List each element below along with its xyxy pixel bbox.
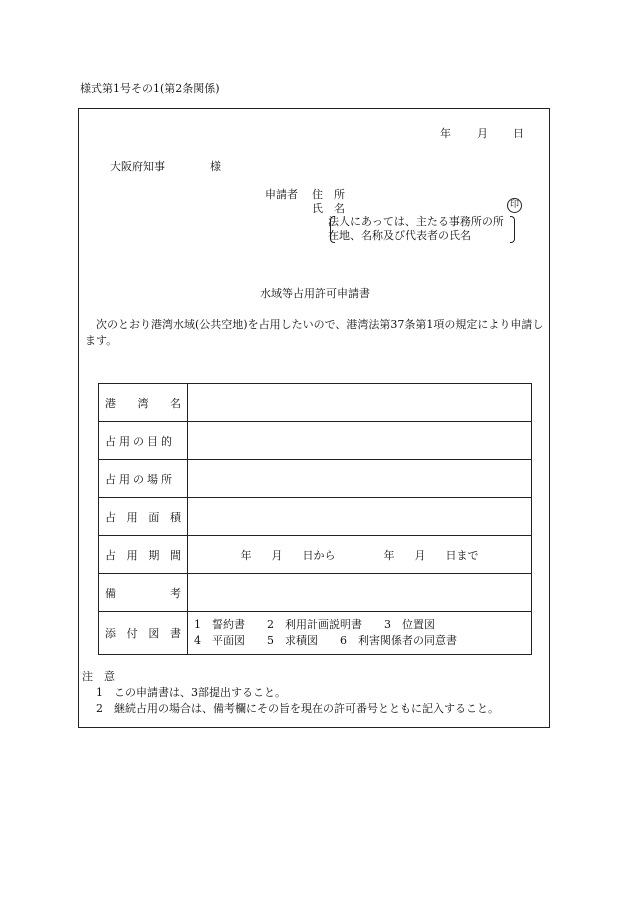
location-field[interactable] [188,460,532,498]
date-day: 日 [513,127,524,140]
form-id: 様式第1号その1(第2条関係) [80,82,220,95]
port-name-field[interactable] [188,384,532,422]
label-char: 湾 [137,396,149,410]
document-title: 水域等占用許可申請書 [260,287,370,300]
seal-mark: 印 [507,198,522,213]
address-label: 住 所 [312,188,345,201]
addressee-suffix: 様 [210,160,221,173]
table-row [99,612,532,655]
label-port-name [99,384,188,422]
period-to-day: 日まで [445,548,479,562]
table-row [99,536,532,574]
period-from-month: 月 [271,548,283,562]
label-char: 用 [126,548,138,562]
label-char: 図 [148,627,160,640]
attachments-field [188,612,532,655]
label-area [99,498,188,536]
label-char: 占 [105,548,116,562]
table-row [99,498,532,536]
label-attachments [99,612,188,655]
label-remarks [99,574,188,612]
attachment-list-line: 4 平面図 5 求積図 6 利害関係者の同意書 [194,634,457,647]
label-char: 港 [105,396,116,410]
date-year: 年 [440,127,451,140]
area-field[interactable] [188,498,532,536]
label-char: 付 [126,627,138,640]
label-text: 占用の目的 [105,434,175,448]
applicant-label: 申請者 [265,188,298,201]
table-row [99,460,532,498]
period-from-day: 日から [302,548,336,562]
period-from-year: 年 [240,548,252,562]
body-text: 次のとおり港湾水域(公共空地)を占用したいので、港湾法第37条第1項の規定により申請します。 [85,318,544,347]
label-text: 占用の場所 [105,472,175,486]
label-char: 積 [169,510,181,524]
addressee-name: 大阪府知事 [110,160,165,173]
label-char: 添 [105,627,116,640]
table-row [99,422,532,460]
label-char: 面 [148,510,160,524]
attachment-list-line: 1 誓約書 2 利用計画説明書 3 位置図 [194,618,435,631]
label-char: 名 [170,396,181,410]
period-to-year: 年 [383,548,395,562]
label-char: 備 [105,586,116,600]
note-item: 1 この申請書は、3部提出すること。 [96,686,286,699]
label-location [99,460,188,498]
period-field[interactable] [188,536,532,574]
label-char: 占 [105,510,116,524]
label-char: 考 [170,586,181,600]
corporate-note: 法人にあっては、主たる事務所の所在地、名称及び代表者の氏名 [328,215,504,242]
period-to-month: 月 [414,548,426,562]
date-month: 月 [477,127,488,140]
label-char: 間 [169,548,181,562]
table-row [99,574,532,612]
label-purpose [99,422,188,460]
name-label: 氏 名 [312,202,345,215]
label-period [99,536,188,574]
remarks-field[interactable] [188,574,532,612]
table-row [99,384,532,422]
note-item: 2 継続占用の場合は、備考欄にその旨を現在の許可番号とともに記入すること。 [96,702,499,715]
application-table [98,383,532,655]
notes-title: 注 意 [82,670,115,683]
label-char: 書 [169,627,181,640]
purpose-field[interactable] [188,422,532,460]
label-char: 用 [126,510,138,524]
label-char: 期 [148,548,160,562]
